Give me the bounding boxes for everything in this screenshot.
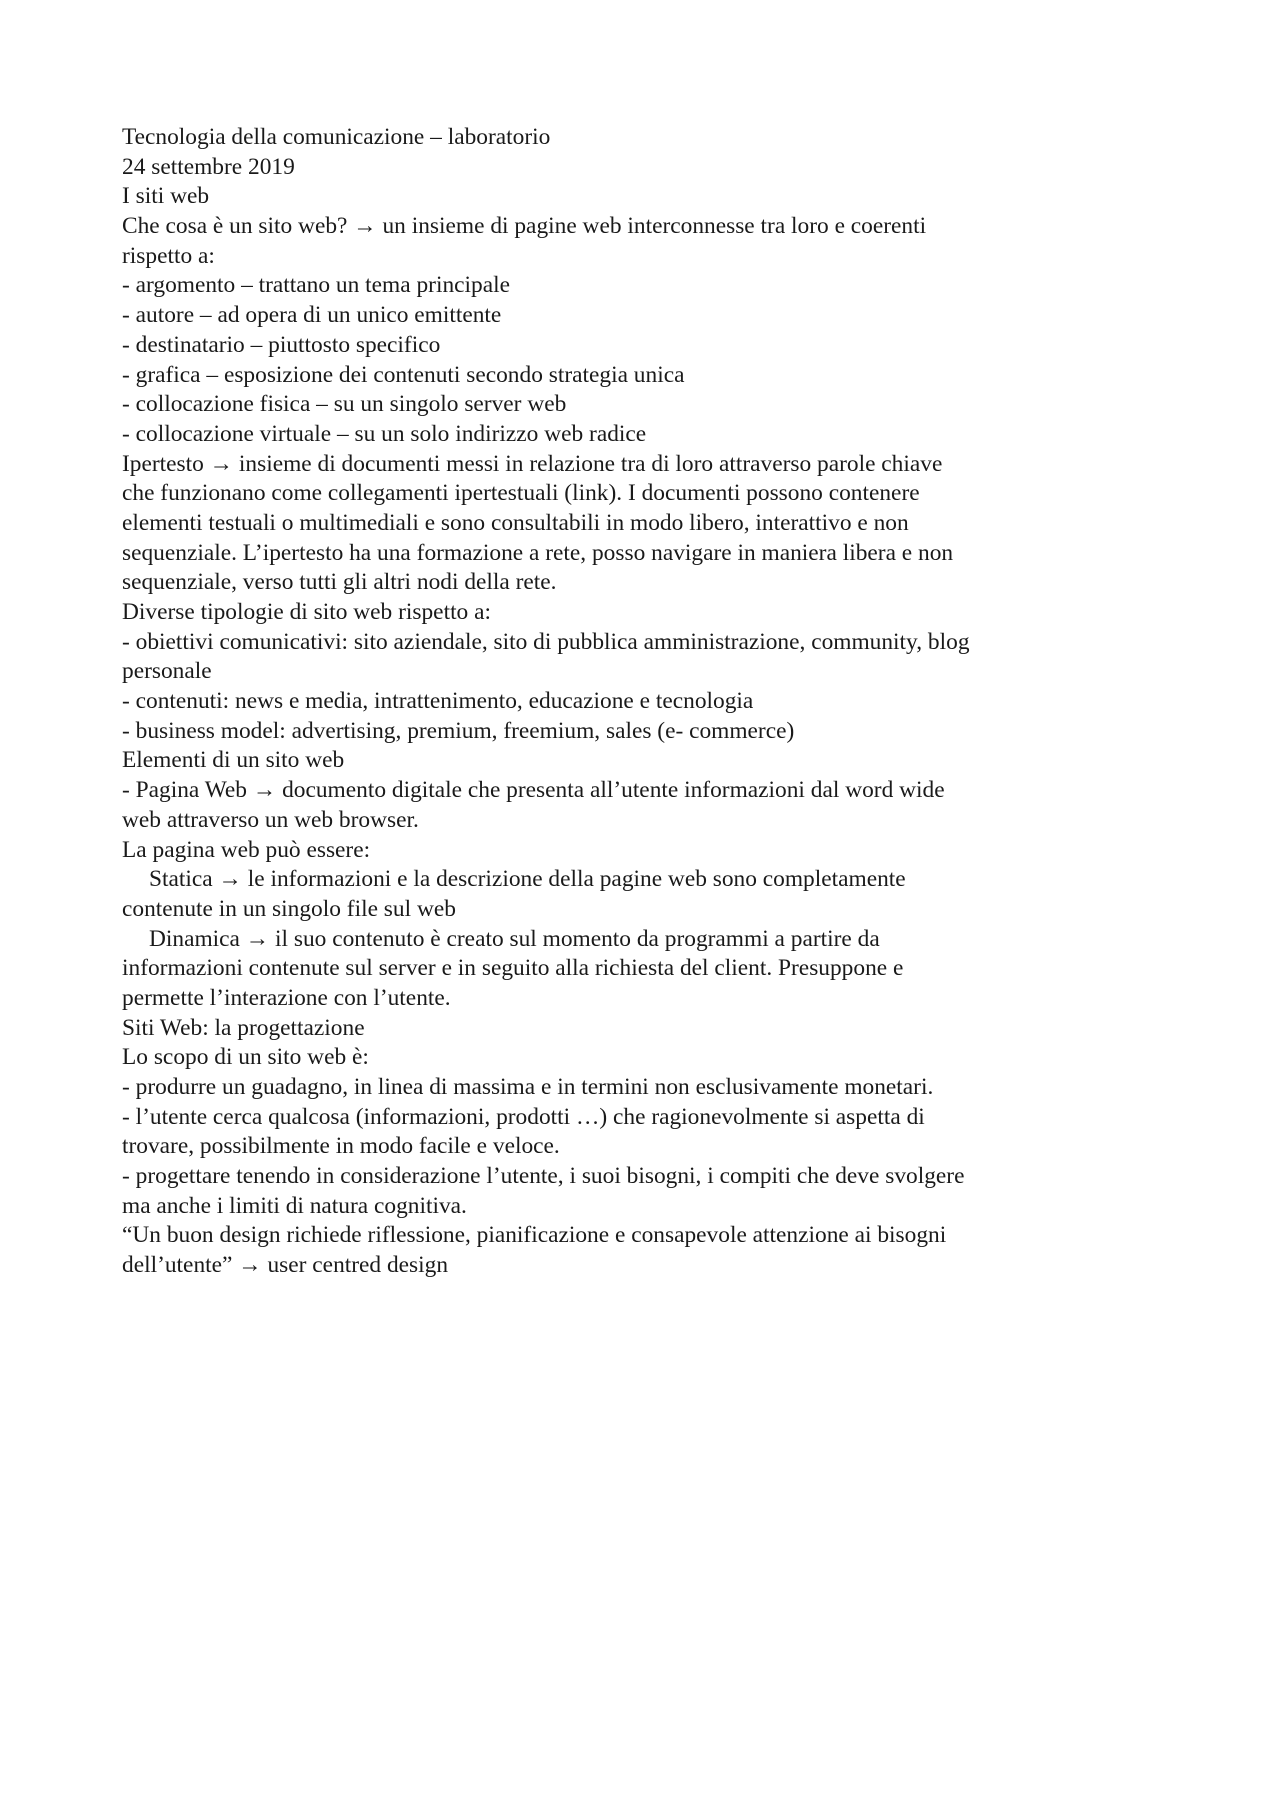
list-item: - progettare tenendo in considerazione l’utente, i suoi bisogni, i compiti che deve svolgere [122, 1163, 965, 1190]
list-item: - collocazione virtuale – su un solo indirizzo web radice [122, 420, 647, 447]
text-line: rispetto a: [122, 242, 215, 269]
list-item: - business model: advertising, premium, freemium, sales (e- commerce) [122, 717, 795, 744]
document-date: 24 settembre 2019 [122, 153, 295, 180]
list-item: - collocazione fisica – su un singolo server web [122, 391, 567, 418]
section-heading: Diverse tipologie di sito web rispetto a: [122, 599, 491, 625]
list-item: - Pagina Web → documento digitale che presenta all’utente informazioni dal word wide [122, 777, 945, 804]
quote-line: “Un buon design richiede riflessione, pianificazione e consapevole attenzione ai bisogni [122, 1222, 947, 1249]
text-line: ma anche i limiti di natura cognitiva. [122, 1192, 467, 1219]
list-item: - autore – ad opera di un unico emittente [122, 302, 502, 329]
text-line: personale [122, 658, 212, 685]
text-line: sequenziale, verso tutti gli altri nodi della rete. [122, 569, 557, 596]
section-heading: Elementi di un sito web [122, 747, 345, 774]
list-item: - argomento – trattano un tema principale [122, 272, 510, 299]
list-item: - obiettivi comunicativi: sito aziendale, sito di pubblica amministrazione, community, blog [122, 628, 970, 655]
text-line: che funzionano come collegamenti ipertestuali (link). I documenti possono contenere [122, 480, 920, 507]
text-line: Che cosa è un sito web? → un insieme di pagine web interconnesse tra loro e coerenti [122, 213, 927, 240]
text-line: contenute in un singolo file sul web [122, 895, 456, 922]
text-line: La pagina web può essere: [122, 836, 371, 863]
indented-line: Dinamica → il suo contenuto è creato sul momento da programmi a partire da [149, 925, 880, 952]
section-heading: I siti web [122, 183, 210, 210]
indented-line: Statica → le informazioni e la descrizione della pagine web sono completamente [149, 866, 906, 893]
quote-line: dell’utente” → user centred design [122, 1252, 449, 1279]
list-item: - destinatario – piuttosto specifico [122, 331, 441, 358]
text-line: trovare, possibilmente in modo facile e veloce. [122, 1133, 560, 1160]
list-item: - contenuti: news e media, intrattenimento, educazione e tecnologia [122, 688, 754, 715]
text-line: Lo scopo di un sito web è: [122, 1044, 369, 1071]
text-line: informazioni contenute sul server e in seguito alla richiesta del client. Presuppone e [122, 955, 904, 982]
document-body [122, 123, 1082, 1281]
list-item: - l’utente cerca qualcosa (informazioni, prodotti …) che ragionevolmente si aspetta di [122, 1103, 925, 1130]
section-heading: Siti Web: la progettazione [122, 1014, 365, 1041]
text-line: sequenziale. L’ipertesto ha una formazione a rete, posso navigare in maniera libera e non [122, 539, 954, 566]
text-line: permette l’interazione con l’utente. [122, 984, 451, 1011]
list-item: - produrre un guadagno, in linea di massima e in termini non esclusivamente monetari. [122, 1074, 934, 1100]
list-item: - grafica – esposizione dei contenuti secondo strategia unica [122, 361, 685, 388]
document-title: Tecnologia della comunicazione – laboratorio [122, 124, 551, 150]
text-line: Ipertesto → insieme di documenti messi in relazione tra di loro attraverso parole chiave [122, 450, 943, 477]
text-line: web attraverso un web browser. [122, 806, 419, 833]
text-line: elementi testuali o multimediali e sono consultabili in modo libero, interattivo e non [122, 509, 909, 536]
